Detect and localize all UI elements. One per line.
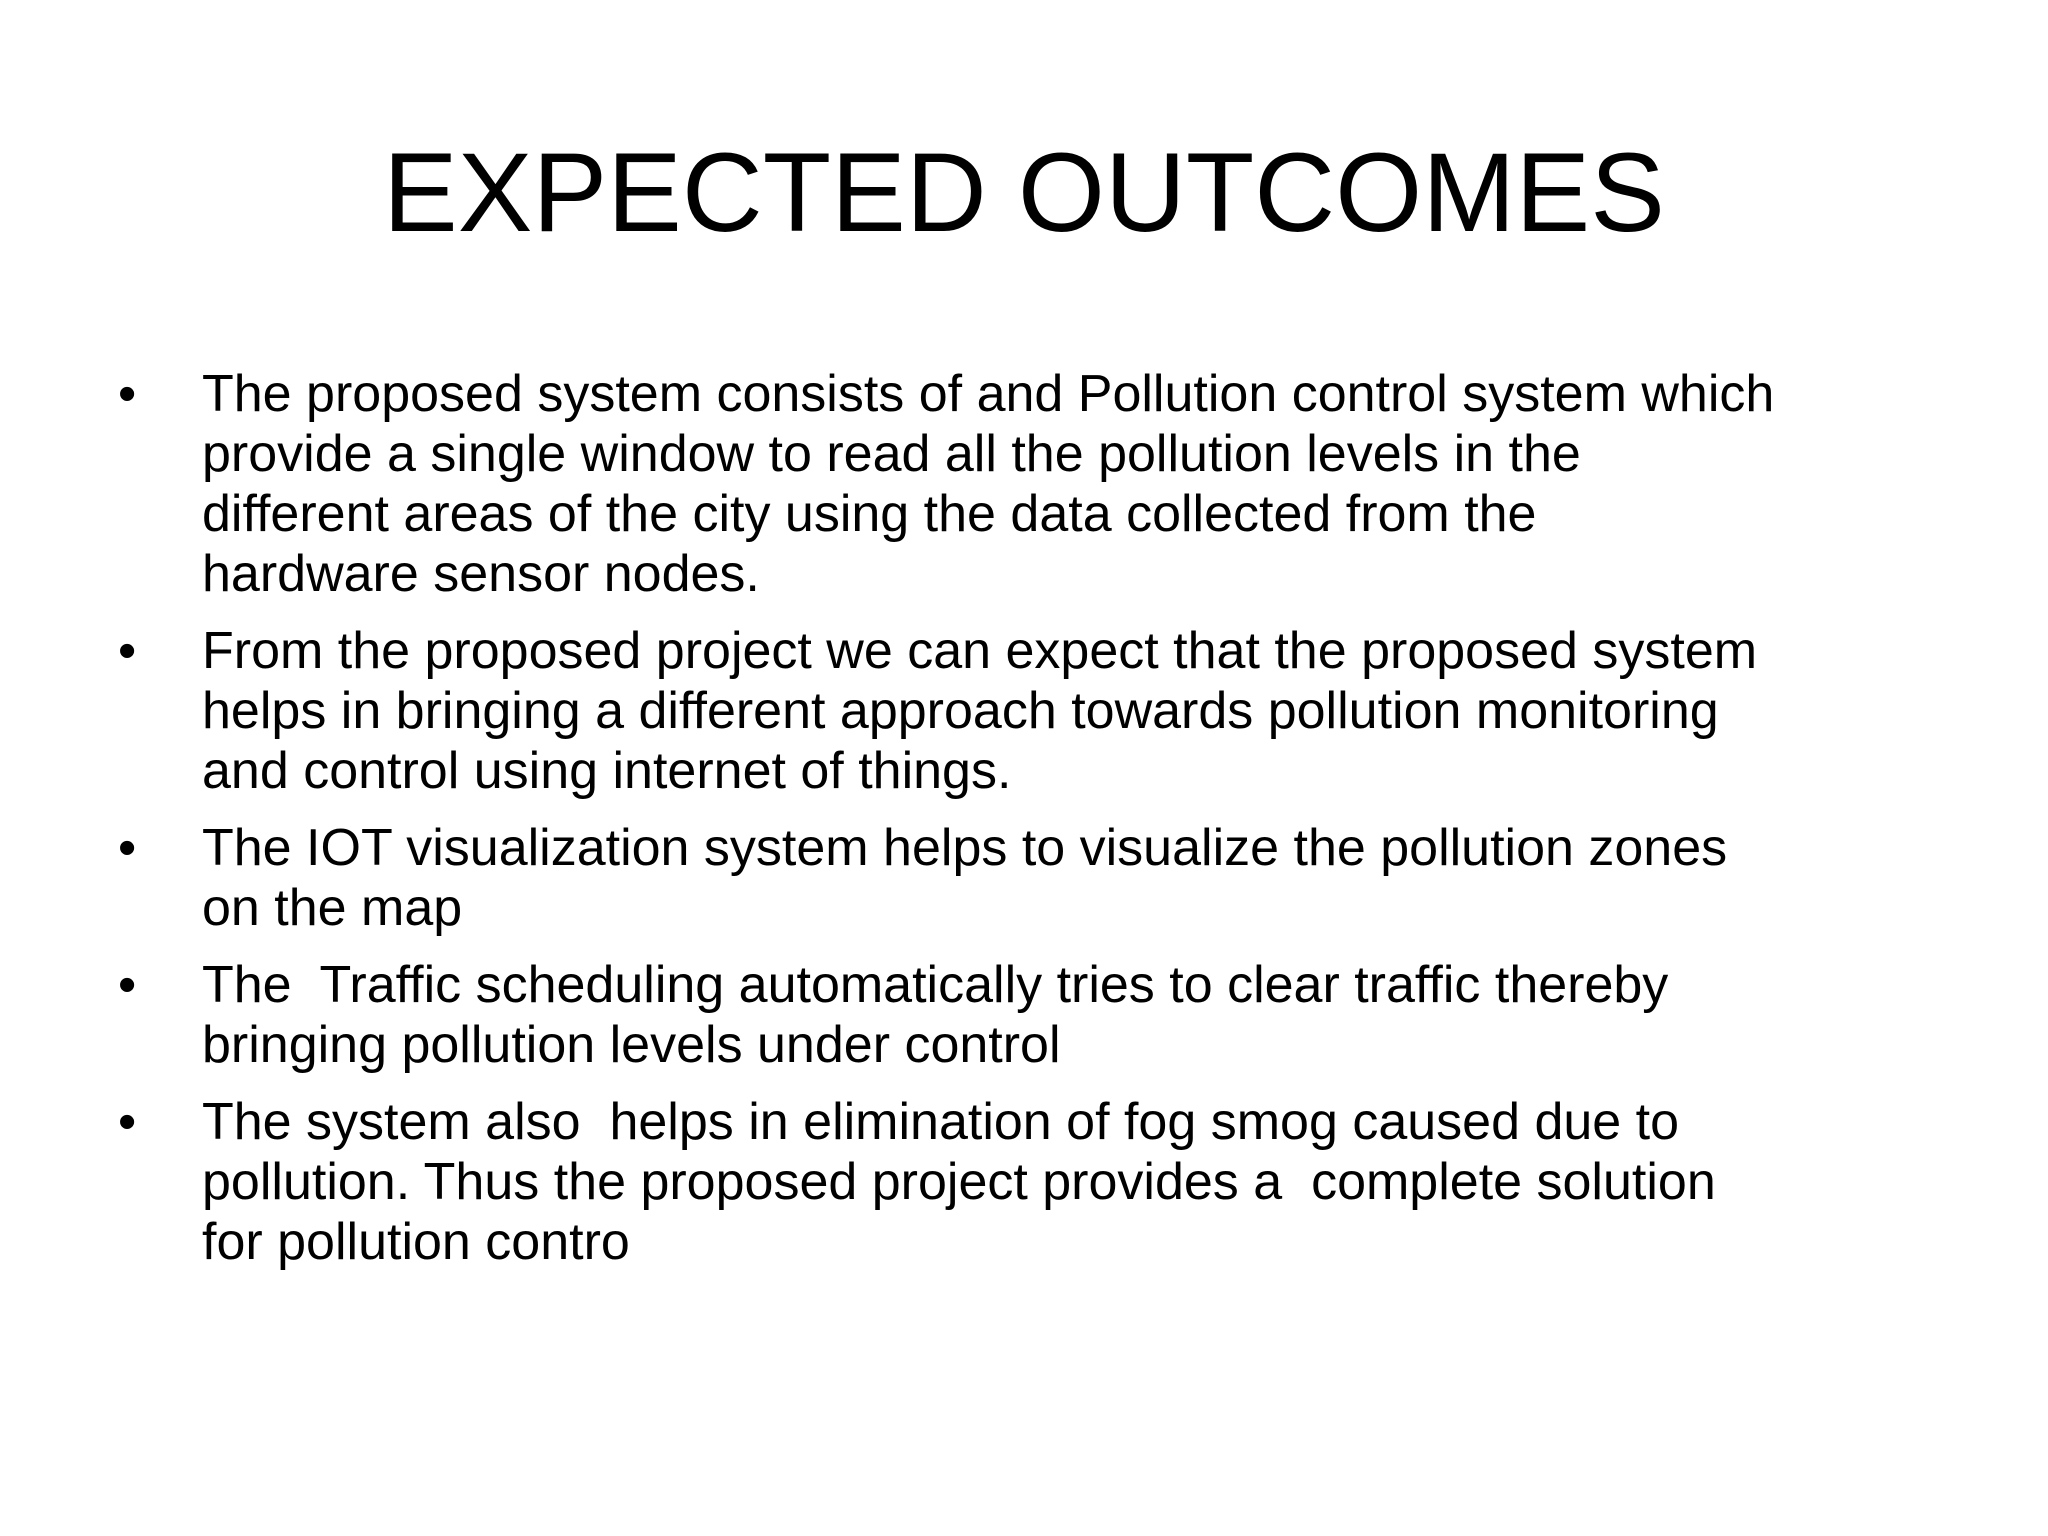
bullet-text: The IOT visualization system helps to visualize the pollution zones on the map	[202, 819, 1728, 937]
bullet-item	[118, 1092, 1958, 1272]
bullet-text: The system also helps in elimination of fog smog caused due to pollution. Thus the proposed project provides a complete solution for pollution contro	[202, 1093, 1716, 1271]
bullet-point-icon: •	[118, 819, 137, 877]
bullet-item	[118, 364, 1958, 604]
bullet-text: The Traffic scheduling automatically tries to clear traffic thereby bringing pollution levels under control	[202, 956, 1669, 1074]
bullet-item	[118, 955, 1958, 1075]
bullet-item	[118, 818, 1958, 938]
bullet-point-icon: •	[118, 1093, 137, 1151]
bullet-item	[118, 621, 1958, 801]
bullet-list	[118, 364, 1958, 1289]
bullet-point-icon: •	[118, 956, 137, 1014]
slide-title: EXPECTED OUTCOMES	[383, 130, 1665, 255]
bullet-point-icon: •	[118, 622, 137, 680]
bullet-text: The proposed system consists of and Pollution control system which provide a single window to read all the pollution levels in the different areas of the city using the data collected from the hardware sensor nodes.	[202, 365, 1775, 603]
bullet-text: From the proposed project we can expect that the proposed system helps in bringing a different approach towards pollution monitoring and control using internet of things.	[202, 622, 1758, 800]
bullet-point-icon: •	[118, 365, 137, 423]
